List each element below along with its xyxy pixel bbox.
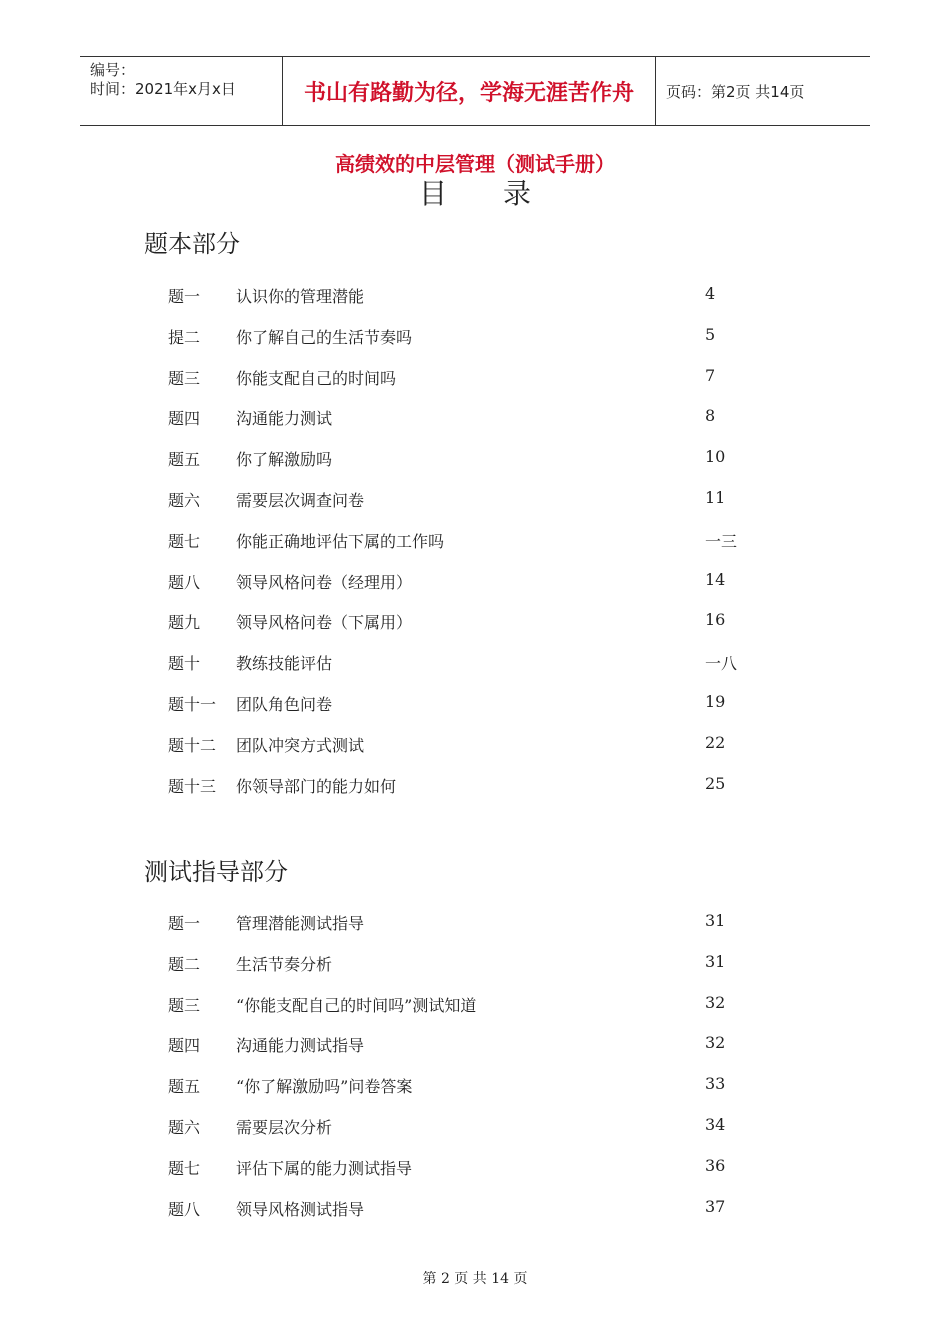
- toc-item-page: 32: [705, 1033, 726, 1052]
- toc-item-title: 沟通能力测试: [236, 409, 333, 428]
- toc-title: 目录: [418, 177, 587, 210]
- toc-row[interactable]: [0, 692, 950, 716]
- toc-row[interactable]: [0, 1197, 950, 1221]
- toc-item-title: 需要层次分析: [236, 1118, 333, 1137]
- toc-row[interactable]: [0, 406, 950, 430]
- toc-row[interactable]: [0, 1115, 950, 1139]
- toc-item-number: 题四: [168, 1036, 201, 1055]
- toc-item-page: 31: [705, 952, 726, 971]
- toc-item-title: 你能支配自己的时间吗: [236, 369, 397, 388]
- toc-item-title: 你能正确地评估下属的工作吗: [236, 532, 445, 551]
- toc-row[interactable]: [0, 651, 950, 675]
- toc-row[interactable]: [0, 1033, 950, 1057]
- toc-item-title: 认识你的管理潜能: [236, 287, 365, 306]
- toc-item-page: 一八: [705, 654, 738, 673]
- toc-item-page: 8: [705, 406, 716, 425]
- toc-row[interactable]: [0, 1156, 950, 1180]
- toc-row[interactable]: [0, 610, 950, 634]
- header-motto: 书山有路勤为径，学海无涯苦作舟: [282, 57, 656, 125]
- toc-item-title: “你能支配自己的时间吗”测试知道: [236, 996, 477, 1015]
- toc-row[interactable]: [0, 570, 950, 594]
- header-number-label: 编号：: [90, 61, 136, 79]
- section-heading: 题本部分: [144, 230, 240, 258]
- toc-item-number: 题八: [168, 573, 201, 592]
- toc-item-title: 领导风格测试指导: [236, 1200, 365, 1219]
- toc-item-number: 题八: [168, 1200, 201, 1219]
- toc-item-number: 题一: [168, 914, 201, 933]
- toc-item-number: 题三: [168, 996, 201, 1015]
- toc-item-title: 沟通能力测试指导: [236, 1036, 365, 1055]
- toc-item-page: 10: [705, 447, 726, 466]
- toc-item-number: 提二: [168, 328, 201, 347]
- toc-item-number: 题九: [168, 613, 201, 632]
- toc-item-number: 题十三: [168, 777, 217, 796]
- page-header: [80, 56, 870, 126]
- toc-row[interactable]: [0, 911, 950, 935]
- toc-item-number: 题十: [168, 654, 201, 673]
- toc-item-page: 33: [705, 1074, 726, 1093]
- header-time-label: 时间：2021年x月x日: [90, 80, 236, 98]
- toc-item-title: 生活节奏分析: [236, 955, 333, 974]
- toc-item-page: 36: [705, 1156, 726, 1175]
- toc-row[interactable]: [0, 1074, 950, 1098]
- header-meta: [80, 57, 282, 125]
- toc-item-title: 团队角色问卷: [236, 695, 333, 714]
- toc-item-number: 题七: [168, 532, 201, 551]
- toc-item-number: 题一: [168, 287, 201, 306]
- toc-item-page: 32: [705, 993, 726, 1012]
- toc-item-number: 题五: [168, 450, 201, 469]
- toc-item-page: 5: [705, 325, 716, 344]
- toc-item-number: 题十一: [168, 695, 217, 714]
- toc-item-page: 11: [705, 488, 726, 507]
- document-title: 高绩效的中层管理（测试手册）: [335, 152, 615, 176]
- toc-item-number: 题六: [168, 1118, 201, 1137]
- toc-item-number: 题五: [168, 1077, 201, 1096]
- toc-row[interactable]: [0, 284, 950, 308]
- toc-item-title: 需要层次调查问卷: [236, 491, 365, 510]
- toc-item-page: 22: [705, 733, 726, 752]
- toc-item-number: 题六: [168, 491, 201, 510]
- toc-row[interactable]: [0, 774, 950, 798]
- toc-item-title: 你领导部门的能力如何: [236, 777, 397, 796]
- toc-row[interactable]: [0, 733, 950, 757]
- toc-item-page: 7: [705, 366, 716, 385]
- toc-item-number: 题四: [168, 409, 201, 428]
- toc-item-number: 题二: [168, 955, 201, 974]
- toc-row[interactable]: [0, 488, 950, 512]
- toc-item-title: 领导风格问卷（经理用）: [236, 573, 413, 592]
- toc-item-title: 团队冲突方式测试: [236, 736, 365, 755]
- toc-item-page: 16: [705, 610, 726, 629]
- header-page-info: 页码：第2页 共14页: [666, 82, 805, 101]
- toc-item-title: 你了解自己的生活节奏吗: [236, 328, 413, 347]
- toc-item-page: 31: [705, 911, 726, 930]
- toc-row[interactable]: [0, 993, 950, 1017]
- toc-item-number: 题七: [168, 1159, 201, 1178]
- toc-row[interactable]: [0, 447, 950, 471]
- toc-item-page: 一三: [705, 532, 738, 551]
- toc-item-page: 37: [705, 1197, 726, 1216]
- toc-row[interactable]: [0, 952, 950, 976]
- toc-row[interactable]: [0, 529, 950, 553]
- page-footer: 第 2 页 共 14 页: [422, 1271, 528, 1287]
- toc-item-title: “你了解激励吗”问卷答案: [236, 1077, 413, 1096]
- toc-item-page: 34: [705, 1115, 726, 1134]
- toc-item-title: 你了解激励吗: [236, 450, 333, 469]
- toc-item-page: 14: [705, 570, 726, 589]
- toc-item-title: 教练技能评估: [236, 654, 333, 673]
- toc-row[interactable]: [0, 366, 950, 390]
- toc-item-number: 题三: [168, 369, 201, 388]
- toc-item-title: 领导风格问卷（下属用）: [236, 613, 413, 632]
- section-heading: 测试指导部分: [144, 858, 288, 886]
- toc-item-page: 25: [705, 774, 726, 793]
- toc-item-number: 题十二: [168, 736, 217, 755]
- toc-item-title: 评估下属的能力测试指导: [236, 1159, 413, 1178]
- toc-item-page: 19: [705, 692, 726, 711]
- toc-row[interactable]: [0, 325, 950, 349]
- toc-item-title: 管理潜能测试指导: [236, 914, 365, 933]
- toc-item-page: 4: [705, 284, 716, 303]
